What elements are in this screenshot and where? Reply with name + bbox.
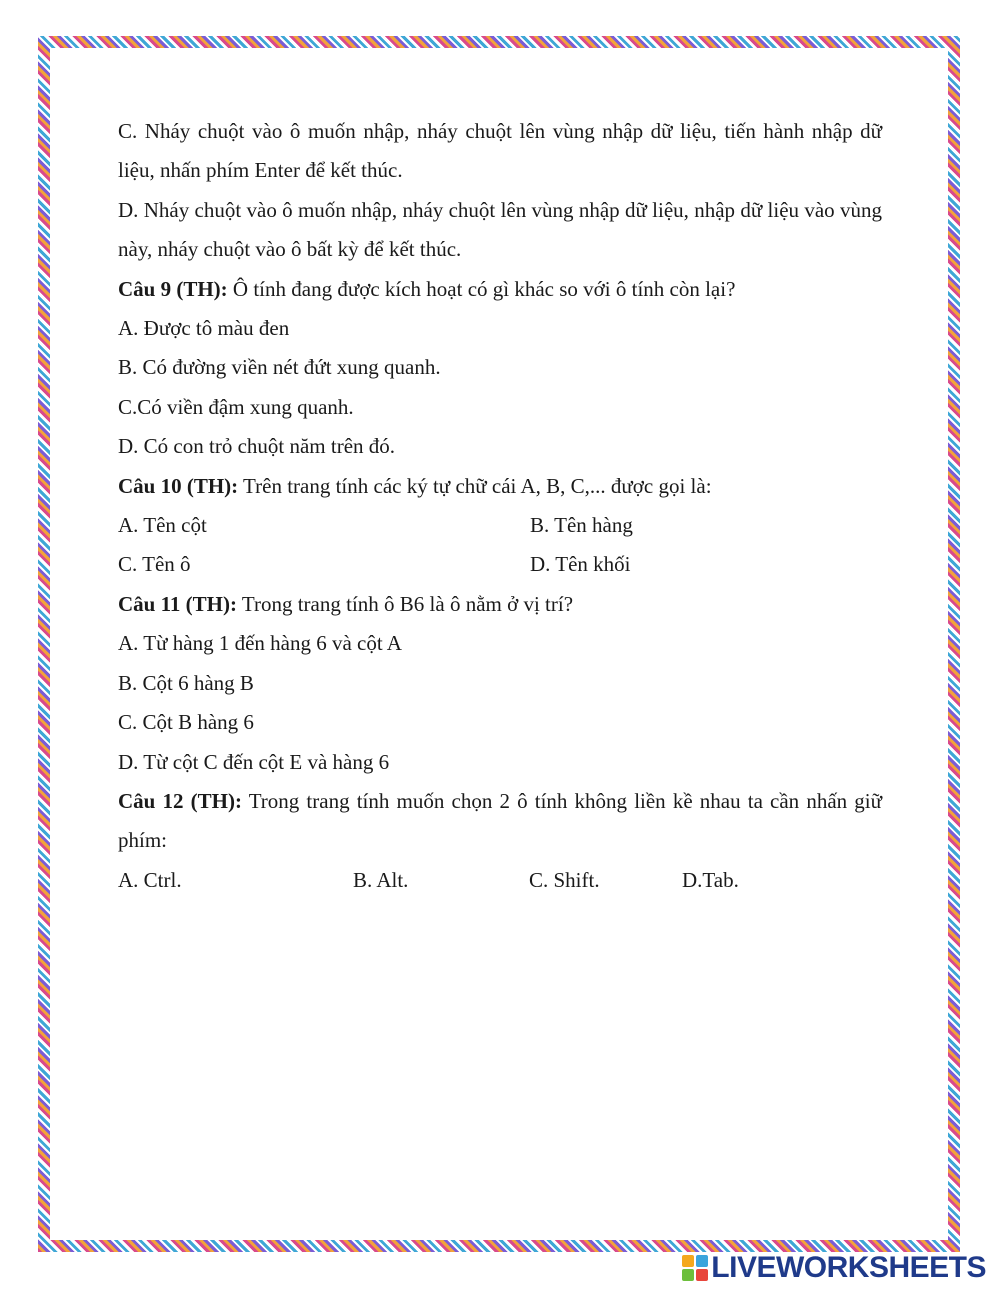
question-11-label: Câu 11 (TH): xyxy=(118,591,238,616)
q12-options-row xyxy=(118,861,882,900)
q10-option-a: A. Tên cột xyxy=(118,513,207,538)
question-12 xyxy=(118,782,882,861)
question-12-label: Câu 12 (TH): xyxy=(118,788,242,813)
q12-option-c: C. Shift. xyxy=(529,867,600,892)
q10-options-row-2 xyxy=(118,545,882,584)
q10-options-row-1 xyxy=(118,506,882,545)
q11-option-a: A. Từ hàng 1 đến hàng 6 và cột A xyxy=(118,631,402,656)
q12-option-d: D.Tab. xyxy=(682,867,739,892)
q8-option-d: D. Nháy chuột vào ô muốn nhập, nháy chuột lên vùng nhập dữ liệu, nhập dữ liệu vào vùng này, nháy chuột vào ô bất kỳ để kết thúc. xyxy=(118,197,882,262)
question-10-label: Câu 10 (TH): xyxy=(118,473,239,498)
q12-option-b: B. Alt. xyxy=(353,867,409,892)
question-11-text: Trong trang tính ô B6 là ô nằm ở vị trí? xyxy=(237,591,574,616)
q11-option-d: D. Từ cột C đến cột E và hàng 6 xyxy=(118,749,390,774)
question-10 xyxy=(118,467,882,506)
question-11 xyxy=(118,585,882,624)
q11-option-c: C. Cột B hàng 6 xyxy=(118,710,254,735)
q11-option-b: B. Cột 6 hàng B xyxy=(118,670,254,695)
q10-option-d: D. Tên khối xyxy=(530,552,631,577)
q10-option-b: B. Tên hàng xyxy=(530,513,633,538)
liveworksheets-brand xyxy=(682,1250,986,1286)
q12-option-a: A. Ctrl. xyxy=(118,867,182,892)
question-9-text: Ô tính đang được kích hoạt có gì khác so với ô tính còn lại? xyxy=(227,276,736,301)
question-10-text: Trên trang tính các ký tự chữ cái A, B, C,... được gọi là: xyxy=(238,473,712,498)
q10-option-c: C. Tên ô xyxy=(118,552,191,577)
question-12-text: Trong trang tính muốn chọn 2 ô tính không liền kề nhau ta cần nhấn giữ phím: xyxy=(118,788,882,853)
question-9-label: Câu 9 (TH): xyxy=(118,276,228,301)
q9-option-b: B. Có đường viền nét đứt xung quanh. xyxy=(118,355,441,380)
brand-name: LIVEWORKSHEETS xyxy=(711,1251,986,1284)
q9-option-d: D. Có con trỏ chuột năm trên đó. xyxy=(118,434,396,459)
q9-option-c: C.Có viền đậm xung quanh. xyxy=(118,394,354,419)
worksheet-content xyxy=(118,112,882,900)
q9-option-a: A. Được tô màu đen xyxy=(118,316,290,341)
liveworksheets-logo-icon xyxy=(682,1255,708,1281)
q8-option-c: C. Nháy chuột vào ô muốn nhập, nháy chuột lên vùng nhập dữ liệu, tiến hành nhập dữ liệu, nhấn phím Enter để kết thúc. xyxy=(118,119,882,183)
question-9 xyxy=(118,270,882,309)
